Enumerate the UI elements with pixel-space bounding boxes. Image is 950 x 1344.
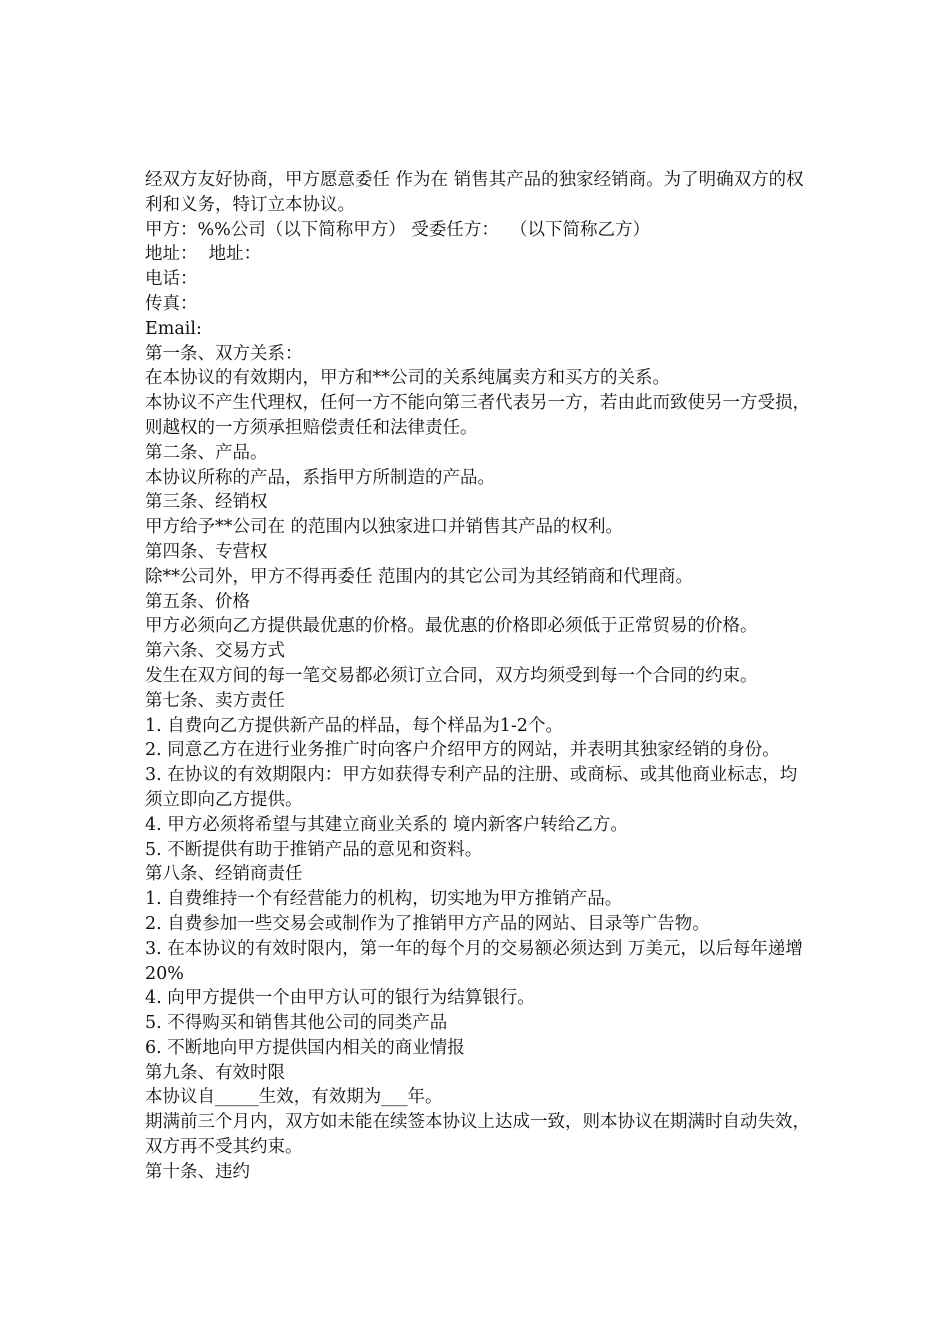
article-8-item: 1. 自费维持一个有经营能力的机构，切实地为甲方推销产品。	[145, 889, 623, 910]
article-6-paragraph: 发生在双方间的每一笔交易都必须订立合同，双方均须受到每一个合同的约束。	[145, 665, 758, 686]
fax-line: 传真：	[145, 293, 198, 314]
article-7-item: 3. 在协议的有效期限内：甲方如获得专利产品的注册、或商标、或其他商业标志，均须立即向乙方提供。	[145, 765, 798, 810]
article-9-heading: 第九条、有效时限	[145, 1062, 285, 1083]
article-7-item: 5. 不断提供有助于推销产品的意见和资料。	[145, 839, 483, 860]
article-10-heading: 第十条、违约	[145, 1161, 250, 1182]
document-body	[145, 168, 810, 1185]
article-8-item: 2. 自费参加一些交易会或制作为了推销甲方产品的网站、目录等广告物。	[145, 913, 710, 934]
article-1-heading: 第一条、双方关系：	[145, 343, 303, 364]
article-6-heading: 第六条、交易方式	[145, 641, 285, 662]
article-8-item: 5. 不得购买和销售其他公司的同类产品	[145, 1013, 448, 1034]
article-5-paragraph: 甲方必须向乙方提供最优惠的价格。最优惠的价格即必须低于正常贸易的价格。	[145, 616, 758, 637]
article-8-item: 3. 在本协议的有效时限内，第一年的每个月的交易额必须达到 万美元，以后每年递增20%	[145, 938, 803, 984]
email-line: Email:	[145, 318, 202, 339]
article-2-paragraph: 本协议所称的产品，系指甲方所制造的产品。	[145, 467, 495, 488]
article-8-item: 4. 向甲方提供一个由甲方认可的银行为结算银行。	[145, 988, 535, 1009]
article-3-heading: 第三条、经销权	[145, 492, 268, 513]
article-9-paragraph: 期满前三个月内，双方如未能在续签本协议上达成一致，则本协议在期满时自动失效，双方再不受其约束。	[145, 1112, 810, 1158]
article-7-heading: 第七条、卖方责任	[145, 690, 285, 711]
article-8-heading: 第八条、经销商责任	[145, 864, 303, 885]
article-8-item: 6. 不断地向甲方提供国内相关的商业情报	[145, 1037, 465, 1058]
article-7-item: 2. 同意乙方在进行业务推广时向客户介绍甲方的网站，并表明其独家经销的身份。	[145, 740, 780, 761]
article-2-heading: 第二条、产品。	[145, 442, 268, 463]
party-line: 甲方：%%公司（以下简称甲方） 受委任方： （以下简称乙方）	[145, 219, 650, 240]
article-4-heading: 第四条、专营权	[145, 541, 268, 562]
article-3-paragraph: 甲方给予**公司在 的范围内以独家进口并销售其产品的权利。	[145, 517, 624, 538]
article-9-paragraph: 本协议自_____生效，有效期为___年。	[145, 1087, 443, 1108]
article-7-item: 1. 自费向乙方提供新产品的样品，每个样品为1-2个。	[145, 715, 563, 736]
intro-paragraph: 经双方友好协商，甲方愿意委任 作为在 销售其产品的独家经销商。为了明确双方的权利和义务，特订立本协议。	[145, 170, 804, 215]
address-line: 地址： 地址：	[145, 244, 262, 265]
article-4-paragraph: 除**公司外，甲方不得再委任 范围内的其它公司为其经销商和代理商。	[145, 566, 694, 587]
article-1-paragraph: 在本协议的有效期内，甲方和**公司的关系纯属卖方和买方的关系。	[145, 368, 670, 389]
article-1-paragraph: 本协议不产生代理权，任何一方不能向第三者代表另一方，若由此而致使另一方受损，则越权的一方须承担赔偿责任和法律责任。	[145, 393, 810, 438]
article-5-heading: 第五条、价格	[145, 591, 250, 612]
article-7-item: 4. 甲方必须将希望与其建立商业关系的 境内新客户转给乙方。	[145, 814, 628, 835]
phone-line: 电话：	[145, 269, 198, 290]
